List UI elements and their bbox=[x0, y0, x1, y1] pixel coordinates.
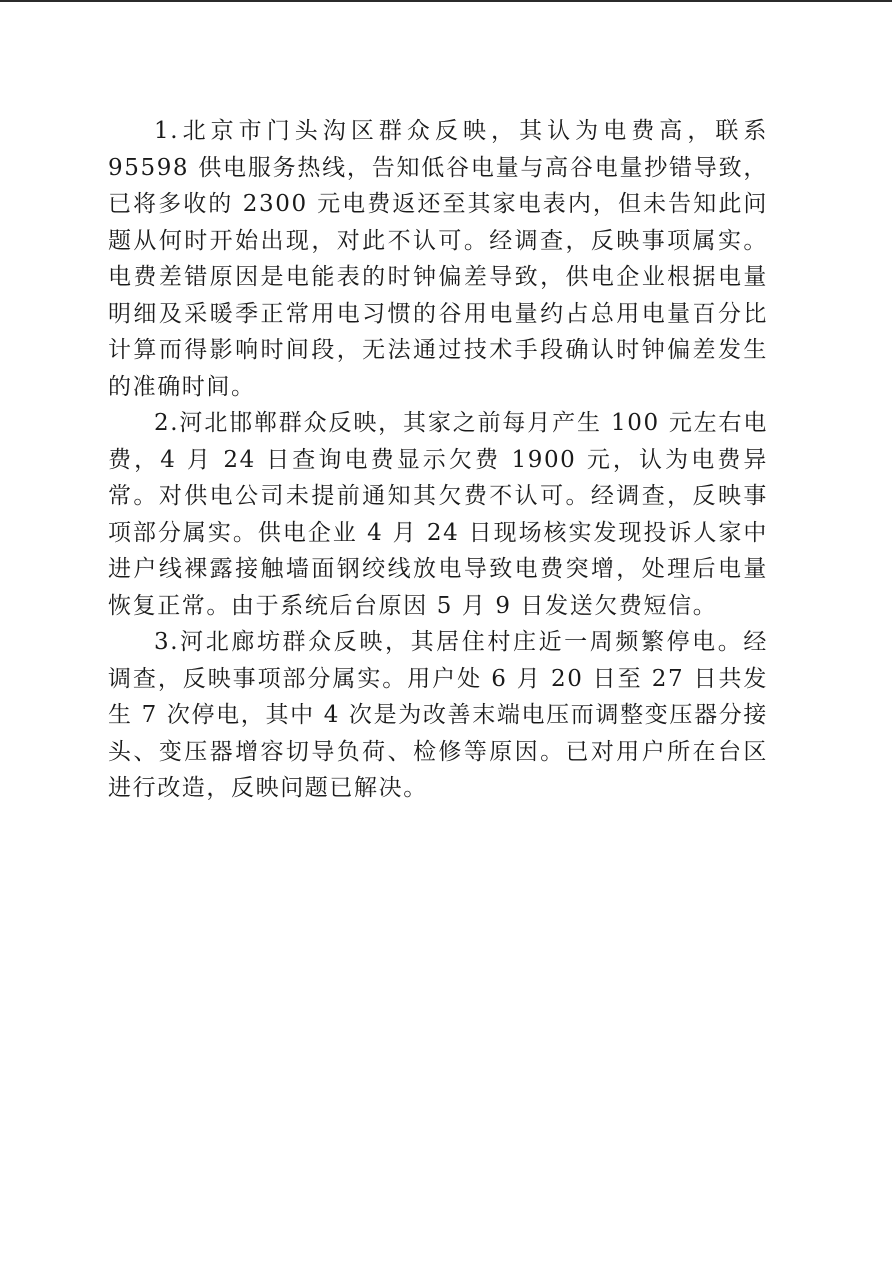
paragraph-item-3: 3.河北廊坊群众反映，其居住村庄近一周频繁停电。经调查，反映事项部分属实。用户处 6 月 20 日至 27 日共发生 7 次停电，其中 4 次是为改善末端电压而调整变压器分接头、变压器增容切导负荷、检修等原因。已对用户所在台区进行改造，反映问题已解决。 bbox=[108, 629, 768, 801]
paragraph-item-2: 2.河北邯郸群众反映，其家之前每月产生 100 元左右电费，4 月 24 日查询电费显示欠费 1900 元，认为电费异常。对供电公司未提前通知其欠费不认可。经调查，反映事项部分属实。供电企业 4 月 24 日现场核实发现投诉人家中进户线裸露接触墙面钢绞线放电导致电费突增，处理后电量恢复正常。由于系统后台原因 5 月 9 日发送欠费短信。 bbox=[108, 410, 768, 619]
paragraph-item-1: 1.北京市门头沟区群众反映，其认为电费高，联系 95598 供电服务热线，告知低谷电量与高谷电量抄错导致，已将多收的 2300 元电费返还至其家电表内，但未告知此问题从何时开始出现，对此不认可。经调查，反映事项属实。电费差错原因是电能表的时钟偏差导致，供电企业根据电量明细及采暖季正常用电习惯的谷用电量约占总用电量百分比计算而得影响时间段，无法通过技术手段确认时钟偏差发生的准确时间。 bbox=[108, 118, 768, 400]
document-body bbox=[108, 113, 768, 807]
top-border-line bbox=[0, 0, 892, 2]
